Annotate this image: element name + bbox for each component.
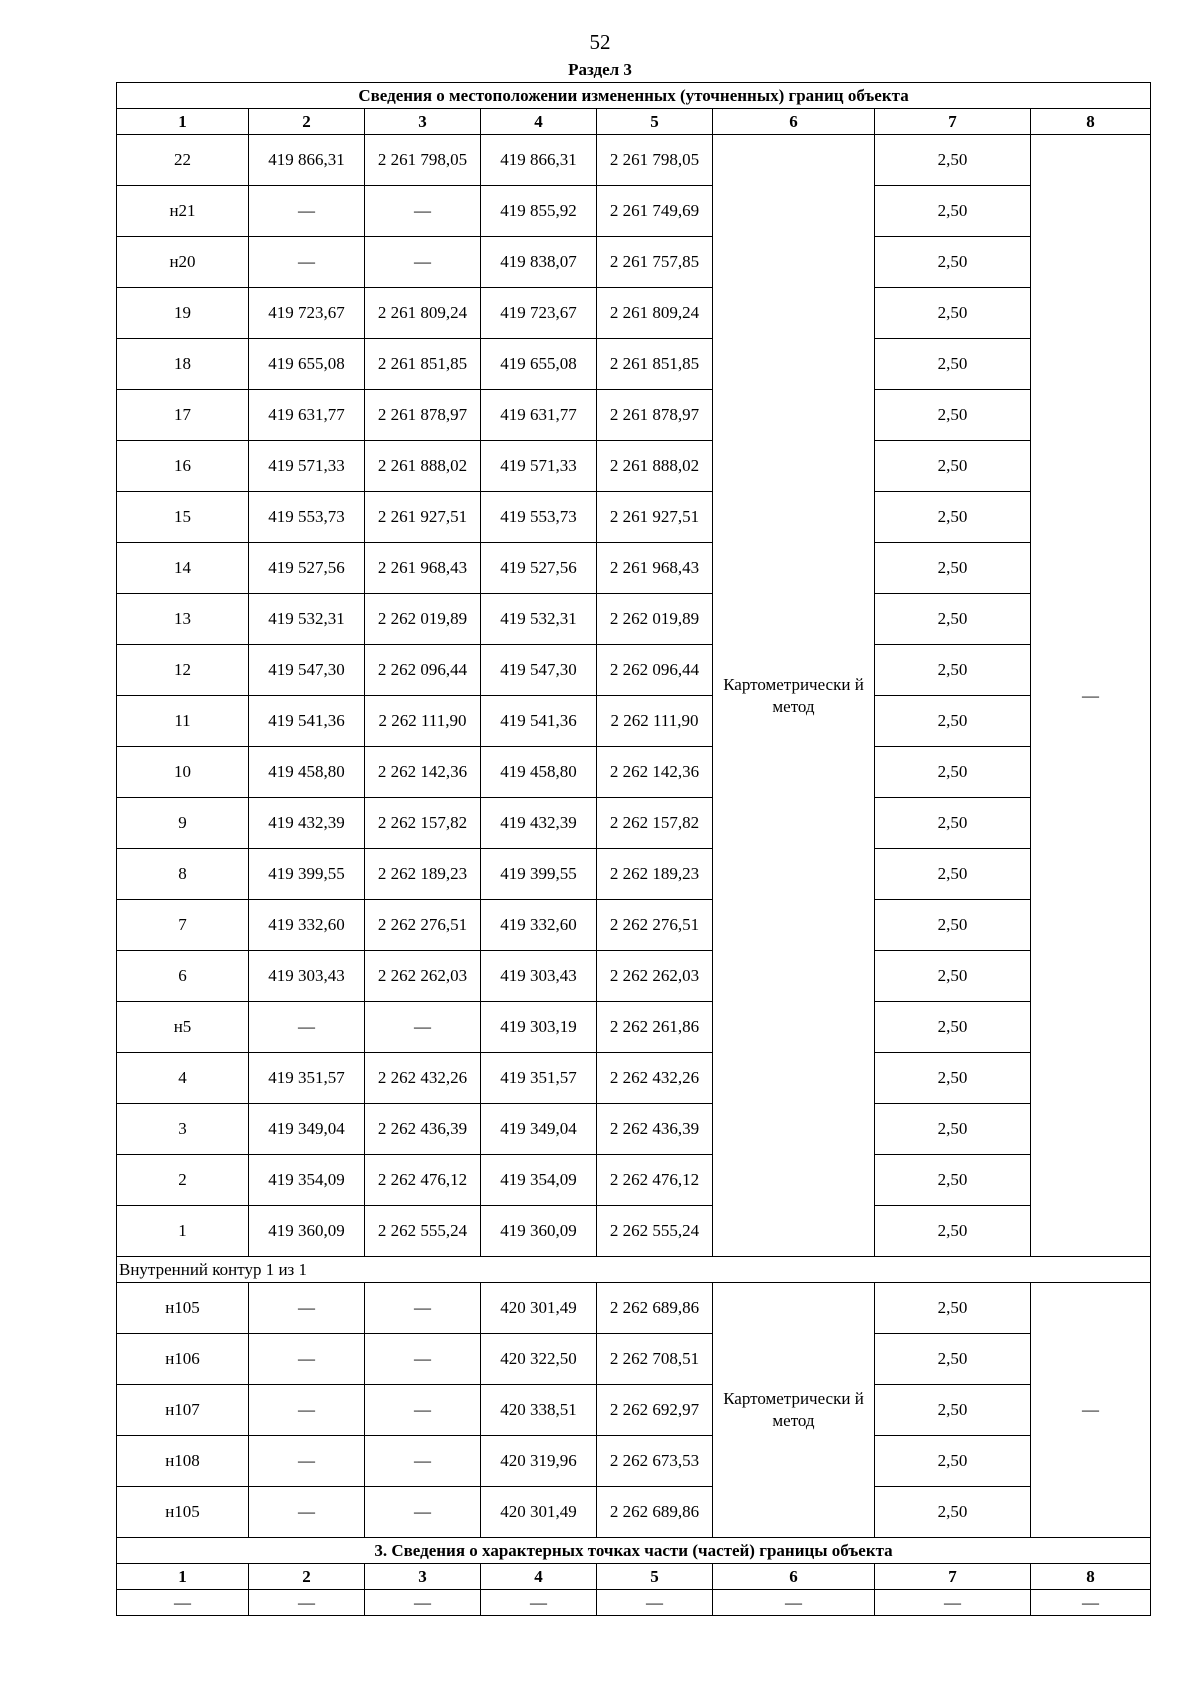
cell-y-old: 2 261 878,97 — [365, 390, 481, 441]
cell-accuracy: 2,50 — [875, 492, 1031, 543]
section-title: Раздел 3 — [568, 60, 632, 79]
cell-y-old: — — [365, 1436, 481, 1487]
cell-y-old: 2 261 809,24 — [365, 288, 481, 339]
cell-y-new: 2 262 096,44 — [597, 645, 713, 696]
cell-point: 17 — [117, 390, 249, 441]
cell-x-old: 419 723,67 — [249, 288, 365, 339]
cell-x-new: 419 838,07 — [481, 237, 597, 288]
column-number: 8 — [1031, 1564, 1151, 1590]
cell-y-old: 2 262 096,44 — [365, 645, 481, 696]
cell-point: н106 — [117, 1334, 249, 1385]
cell-y-old: 2 262 436,39 — [365, 1104, 481, 1155]
cell-accuracy: 2,50 — [875, 645, 1031, 696]
column-number: 4 — [481, 1564, 597, 1590]
cell-accuracy: 2,50 — [875, 594, 1031, 645]
cell-accuracy: 2,50 — [875, 1104, 1031, 1155]
cell-y-old: — — [365, 1487, 481, 1538]
cell-y-new: 2 262 262,03 — [597, 951, 713, 1002]
table-row — [117, 645, 1151, 696]
cell-point: н21 — [117, 186, 249, 237]
cell-x-old: 419 458,80 — [249, 747, 365, 798]
cell-x-old: 419 432,39 — [249, 798, 365, 849]
cell-point: 1 — [117, 1206, 249, 1257]
cell-y-old: — — [365, 1385, 481, 1436]
table-row — [117, 288, 1151, 339]
empty-cell: — — [117, 1590, 249, 1616]
cell-point: 3 — [117, 1104, 249, 1155]
cell-y-old: 2 262 189,23 — [365, 849, 481, 900]
cell-y-old: 2 261 798,05 — [365, 135, 481, 186]
cell-y-old: 2 262 262,03 — [365, 951, 481, 1002]
table-row — [117, 849, 1151, 900]
cell-accuracy: 2,50 — [875, 900, 1031, 951]
table-row — [117, 1053, 1151, 1104]
cell-y-new: 2 261 888,02 — [597, 441, 713, 492]
cell-y-old: 2 261 927,51 — [365, 492, 481, 543]
table-row — [117, 135, 1151, 186]
column-number: 6 — [713, 1564, 875, 1590]
column-number: 7 — [875, 109, 1031, 135]
table-row — [117, 951, 1151, 1002]
table-row — [117, 543, 1151, 594]
subsection-title: 3. Сведения о характерных точках части (частей) границы объекта — [117, 1538, 1151, 1564]
cell-y-new: 2 262 708,51 — [597, 1334, 713, 1385]
cell-y-new: 2 262 142,36 — [597, 747, 713, 798]
empty-cell: — — [713, 1590, 875, 1616]
cell-y-new: 2 261 749,69 — [597, 186, 713, 237]
cell-x-old: 419 354,09 — [249, 1155, 365, 1206]
column-number: 3 — [365, 1564, 481, 1590]
table-row — [117, 1283, 1151, 1334]
cell-x-old: 419 303,43 — [249, 951, 365, 1002]
table-row — [117, 237, 1151, 288]
cell-x-new: 419 655,08 — [481, 339, 597, 390]
cell-x-new: 419 527,56 — [481, 543, 597, 594]
cell-y-new: 2 261 927,51 — [597, 492, 713, 543]
cell-y-new: 2 262 689,86 — [597, 1283, 713, 1334]
cell-x-old: — — [249, 1334, 365, 1385]
table-row — [117, 186, 1151, 237]
cell-point: 4 — [117, 1053, 249, 1104]
boundary-points-table — [116, 82, 1151, 1616]
subsection-title-row — [117, 1538, 1151, 1564]
cell-point: 18 — [117, 339, 249, 390]
method-cell: Картометрически й метод — [713, 135, 875, 1257]
cell-accuracy: 2,50 — [875, 543, 1031, 594]
cell-accuracy: 2,50 — [875, 441, 1031, 492]
cell-y-new: 2 262 157,82 — [597, 798, 713, 849]
cell-accuracy: 2,50 — [875, 1385, 1031, 1436]
column-number: 8 — [1031, 109, 1151, 135]
cell-y-new: 2 262 555,24 — [597, 1206, 713, 1257]
cell-x-new: 419 866,31 — [481, 135, 597, 186]
table-row — [117, 747, 1151, 798]
cell-y-old: 2 261 888,02 — [365, 441, 481, 492]
cell-x-old: — — [249, 1283, 365, 1334]
cell-accuracy: 2,50 — [875, 1002, 1031, 1053]
cell-x-new: 419 855,92 — [481, 186, 597, 237]
cell-point: н5 — [117, 1002, 249, 1053]
cell-accuracy: 2,50 — [875, 798, 1031, 849]
cell-y-new: 2 262 476,12 — [597, 1155, 713, 1206]
cell-x-new: 419 553,73 — [481, 492, 597, 543]
description-cell: — — [1031, 135, 1151, 1257]
cell-y-new: 2 262 436,39 — [597, 1104, 713, 1155]
cell-x-new: 419 303,19 — [481, 1002, 597, 1053]
cell-accuracy: 2,50 — [875, 951, 1031, 1002]
cell-y-new: 2 262 111,90 — [597, 696, 713, 747]
table-caption: Сведения о местоположении измененных (уточненных) границ объекта — [117, 83, 1151, 109]
cell-x-old: 419 655,08 — [249, 339, 365, 390]
cell-accuracy: 2,50 — [875, 849, 1031, 900]
cell-x-new: 419 303,43 — [481, 951, 597, 1002]
cell-x-old: — — [249, 1436, 365, 1487]
cell-accuracy: 2,50 — [875, 696, 1031, 747]
cell-x-old: 419 866,31 — [249, 135, 365, 186]
cell-y-new: 2 261 757,85 — [597, 237, 713, 288]
cell-x-old: 419 631,77 — [249, 390, 365, 441]
empty-cell: — — [249, 1590, 365, 1616]
cell-point: н105 — [117, 1283, 249, 1334]
description-cell: — — [1031, 1283, 1151, 1538]
cell-x-old: 419 349,04 — [249, 1104, 365, 1155]
column-number: 1 — [117, 1564, 249, 1590]
subsection-empty-row — [117, 1590, 1151, 1616]
cell-y-new: 2 262 019,89 — [597, 594, 713, 645]
column-number: 7 — [875, 1564, 1031, 1590]
table-row — [117, 1385, 1151, 1436]
cell-x-old: 419 399,55 — [249, 849, 365, 900]
cell-x-new: 419 547,30 — [481, 645, 597, 696]
method-cell: Картометрически й метод — [713, 1283, 875, 1538]
cell-x-new: 419 354,09 — [481, 1155, 597, 1206]
cell-y-old: — — [365, 1002, 481, 1053]
cell-x-old: — — [249, 1002, 365, 1053]
cell-point: 6 — [117, 951, 249, 1002]
cell-x-old: 419 332,60 — [249, 900, 365, 951]
cell-x-new: 419 351,57 — [481, 1053, 597, 1104]
cell-x-old: 419 532,31 — [249, 594, 365, 645]
cell-x-new: 420 338,51 — [481, 1385, 597, 1436]
table-row — [117, 1104, 1151, 1155]
table-row — [117, 339, 1151, 390]
cell-accuracy: 2,50 — [875, 135, 1031, 186]
cell-accuracy: 2,50 — [875, 1053, 1031, 1104]
inner-contour-row — [117, 1257, 1151, 1283]
cell-y-old: 2 261 851,85 — [365, 339, 481, 390]
cell-x-new: 419 541,36 — [481, 696, 597, 747]
cell-x-new: 420 322,50 — [481, 1334, 597, 1385]
cell-x-old: 419 541,36 — [249, 696, 365, 747]
cell-y-old: 2 262 019,89 — [365, 594, 481, 645]
page-number: 52 — [589, 30, 611, 54]
cell-y-old: 2 262 476,12 — [365, 1155, 481, 1206]
column-number-row — [117, 109, 1151, 135]
cell-x-new: 419 360,09 — [481, 1206, 597, 1257]
table-row — [117, 1436, 1151, 1487]
cell-y-new: 2 261 809,24 — [597, 288, 713, 339]
cell-point: 15 — [117, 492, 249, 543]
cell-y-new: 2 262 432,26 — [597, 1053, 713, 1104]
cell-y-old: — — [365, 1334, 481, 1385]
cell-y-new: 2 261 878,97 — [597, 390, 713, 441]
cell-point: 10 — [117, 747, 249, 798]
cell-point: н105 — [117, 1487, 249, 1538]
cell-y-new: 2 262 689,86 — [597, 1487, 713, 1538]
cell-y-new: 2 262 692,97 — [597, 1385, 713, 1436]
subsection-column-number-row — [117, 1564, 1151, 1590]
cell-point: 12 — [117, 645, 249, 696]
cell-accuracy: 2,50 — [875, 1334, 1031, 1385]
cell-x-old: 419 571,33 — [249, 441, 365, 492]
empty-cell: — — [875, 1590, 1031, 1616]
cell-point: 2 — [117, 1155, 249, 1206]
cell-y-new: 2 262 673,53 — [597, 1436, 713, 1487]
cell-point: 14 — [117, 543, 249, 594]
cell-x-new: 420 319,96 — [481, 1436, 597, 1487]
cell-y-new: 2 262 261,86 — [597, 1002, 713, 1053]
table-row — [117, 594, 1151, 645]
cell-y-new: 2 262 189,23 — [597, 849, 713, 900]
cell-point: 19 — [117, 288, 249, 339]
column-number: 6 — [713, 109, 875, 135]
cell-x-new: 419 399,55 — [481, 849, 597, 900]
cell-x-old: — — [249, 1487, 365, 1538]
cell-y-old: 2 261 968,43 — [365, 543, 481, 594]
cell-accuracy: 2,50 — [875, 186, 1031, 237]
cell-x-old: 419 360,09 — [249, 1206, 365, 1257]
cell-point: 16 — [117, 441, 249, 492]
cell-y-old: 2 262 276,51 — [365, 900, 481, 951]
cell-accuracy: 2,50 — [875, 390, 1031, 441]
empty-cell: — — [365, 1590, 481, 1616]
cell-x-old: 419 553,73 — [249, 492, 365, 543]
cell-x-new: 419 631,77 — [481, 390, 597, 441]
table-caption-row — [117, 83, 1151, 109]
cell-x-new: 419 571,33 — [481, 441, 597, 492]
empty-cell: — — [1031, 1590, 1151, 1616]
table-row — [117, 696, 1151, 747]
cell-x-new: 419 458,80 — [481, 747, 597, 798]
cell-y-old: 2 262 432,26 — [365, 1053, 481, 1104]
cell-x-new: 420 301,49 — [481, 1283, 597, 1334]
empty-cell: — — [597, 1590, 713, 1616]
cell-y-new: 2 262 276,51 — [597, 900, 713, 951]
cell-x-new: 419 349,04 — [481, 1104, 597, 1155]
cell-y-old: — — [365, 186, 481, 237]
cell-point: 22 — [117, 135, 249, 186]
column-number: 2 — [249, 109, 365, 135]
cell-point: н108 — [117, 1436, 249, 1487]
inner-contour-label: Внутренний контур 1 из 1 — [117, 1257, 1151, 1283]
cell-x-old: 419 527,56 — [249, 543, 365, 594]
cell-y-old: 2 262 142,36 — [365, 747, 481, 798]
table-row — [117, 1334, 1151, 1385]
column-number: 1 — [117, 109, 249, 135]
empty-cell: — — [481, 1590, 597, 1616]
cell-x-new: 420 301,49 — [481, 1487, 597, 1538]
cell-x-old: 419 547,30 — [249, 645, 365, 696]
cell-x-old: — — [249, 237, 365, 288]
cell-accuracy: 2,50 — [875, 237, 1031, 288]
cell-accuracy: 2,50 — [875, 1487, 1031, 1538]
cell-y-old: 2 262 555,24 — [365, 1206, 481, 1257]
cell-x-new: 419 332,60 — [481, 900, 597, 951]
table-row — [117, 1206, 1151, 1257]
cell-y-new: 2 261 968,43 — [597, 543, 713, 594]
cell-point: 9 — [117, 798, 249, 849]
cell-accuracy: 2,50 — [875, 747, 1031, 798]
table-row — [117, 900, 1151, 951]
column-number: 2 — [249, 1564, 365, 1590]
cell-point: 8 — [117, 849, 249, 900]
cell-x-new: 419 532,31 — [481, 594, 597, 645]
cell-point: н107 — [117, 1385, 249, 1436]
table-row — [117, 1002, 1151, 1053]
cell-point: н20 — [117, 237, 249, 288]
column-number: 5 — [597, 109, 713, 135]
cell-y-old: — — [365, 1283, 481, 1334]
cell-point: 13 — [117, 594, 249, 645]
cell-x-new: 419 723,67 — [481, 288, 597, 339]
cell-y-old: 2 262 111,90 — [365, 696, 481, 747]
cell-x-new: 419 432,39 — [481, 798, 597, 849]
cell-x-old: — — [249, 1385, 365, 1436]
cell-accuracy: 2,50 — [875, 339, 1031, 390]
table-row — [117, 390, 1151, 441]
cell-accuracy: 2,50 — [875, 1155, 1031, 1206]
cell-accuracy: 2,50 — [875, 1283, 1031, 1334]
cell-y-new: 2 261 798,05 — [597, 135, 713, 186]
cell-x-old: — — [249, 186, 365, 237]
cell-y-old: 2 262 157,82 — [365, 798, 481, 849]
table-row — [117, 1155, 1151, 1206]
table-row — [117, 798, 1151, 849]
column-number: 4 — [481, 109, 597, 135]
column-number: 3 — [365, 109, 481, 135]
table-row — [117, 441, 1151, 492]
cell-accuracy: 2,50 — [875, 1436, 1031, 1487]
cell-y-old: — — [365, 237, 481, 288]
cell-x-old: 419 351,57 — [249, 1053, 365, 1104]
table-row — [117, 492, 1151, 543]
column-number: 5 — [597, 1564, 713, 1590]
cell-accuracy: 2,50 — [875, 288, 1031, 339]
cell-y-new: 2 261 851,85 — [597, 339, 713, 390]
cell-point: 7 — [117, 900, 249, 951]
cell-accuracy: 2,50 — [875, 1206, 1031, 1257]
table-row — [117, 1487, 1151, 1538]
cell-point: 11 — [117, 696, 249, 747]
